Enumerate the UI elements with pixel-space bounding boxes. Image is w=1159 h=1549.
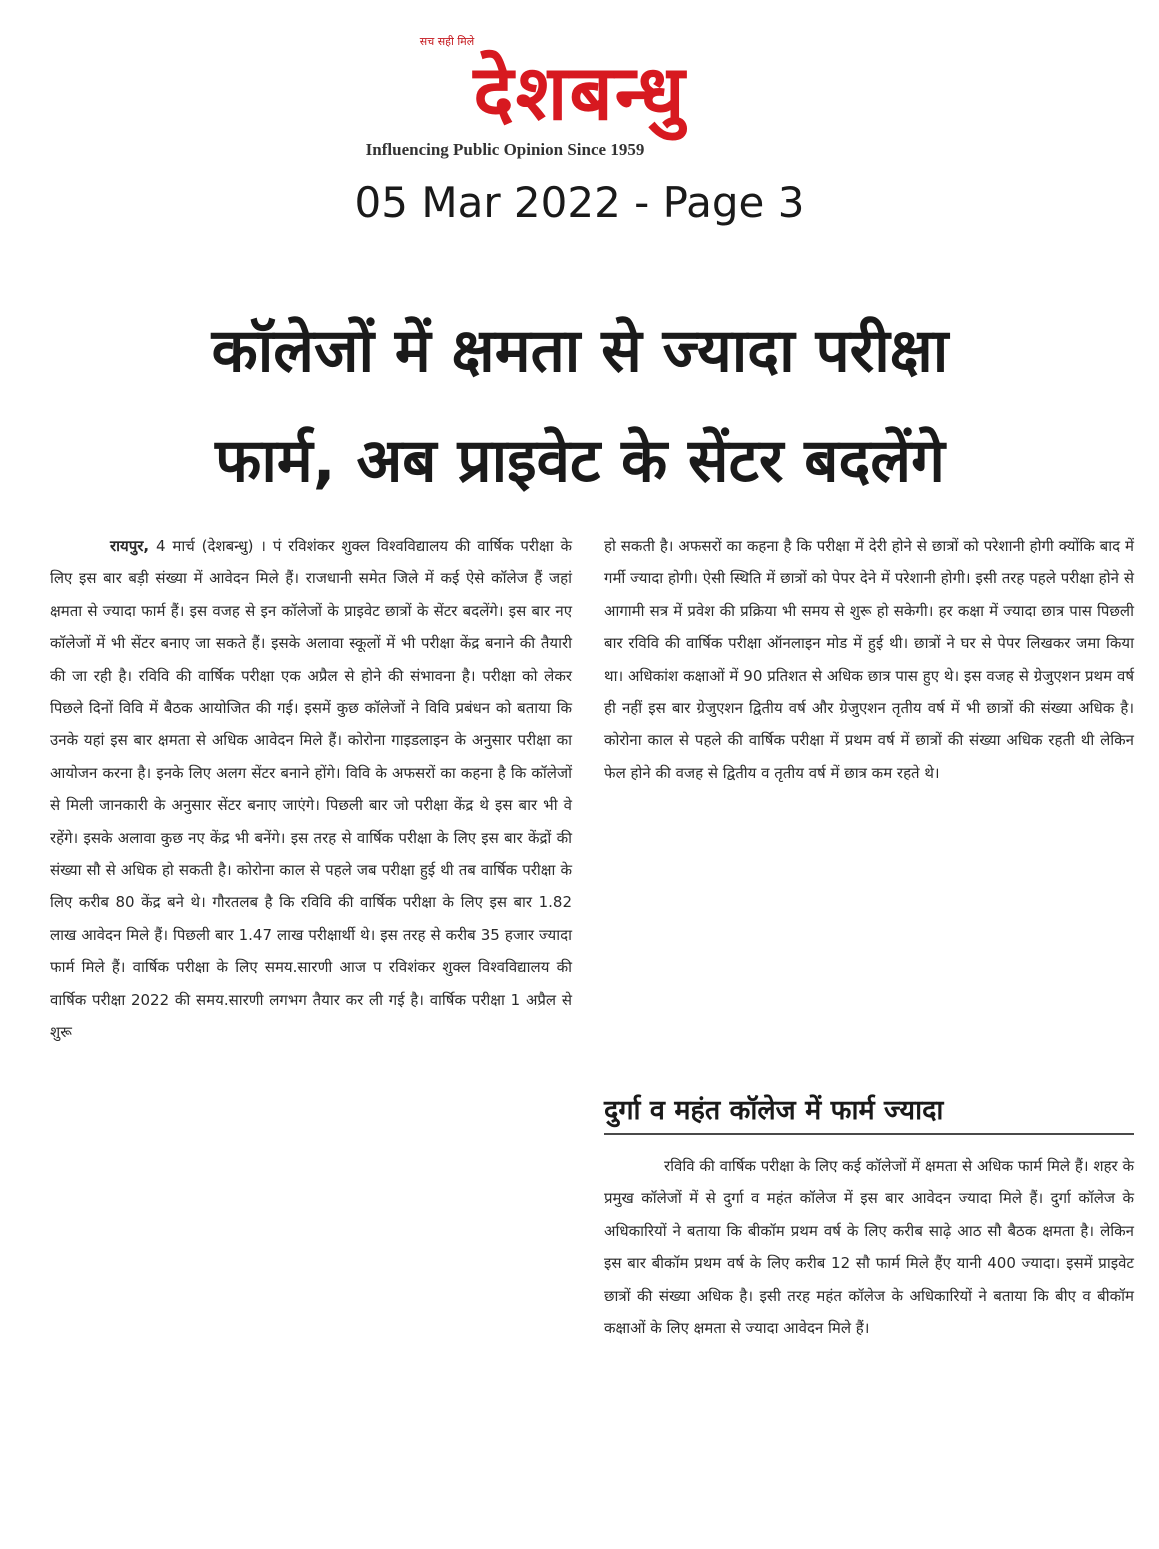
article-column-left [50,530,572,1049]
left-column-text: 4 मार्च (देशबन्धु) । पं रविशंकर शुक्ल विश्वविद्यालय की वार्षिक परीक्षा के लिए इस बार बड़ी संख्या में आवेदन मिले हैं। राजधानी समेत जिले में कई ऐसे कॉलेज हैं जहां क्षमता से ज्यादा फार्म हैं। इस वजह से इन कॉलेजों के प्राइवेट छात्रों के सेंटर बदलेंगे। इस बार नए कॉलेजों में भी सेंटर बनाए जा सकते हैं। इसके अलावा स्कूलों में भी परीक्षा केंद्र बनाने की तैयारी की जा रही है। रविवि की वार्षिक परीक्षा एक अप्रैल से होने की संभावना है। परीक्षा को लेकर पिछले दिनों विवि में बैठक आयोजित की गई। इसमें कुछ कॉलेजों ने विवि प्रबंधन को बताया कि उनके यहां इस बार क्षमता से अधिक आवेदन मिले हैं। कोरोना गाइडलाइन के अनुसार परीक्षा का आयोजन करना है। इनके लिए अलग सेंटर बनाने होंगे। विवि के अफसरों का कहना है कि कॉलेजों से मिली जानकारी के अनुसार सेंटर बनाए जाएंगे। पिछली बार जो परीक्षा केंद्र थे इस बार भी वे रहेंगे। इसके अलावा कुछ नए केंद्र भी बनेंगे। इस तरह से वार्षिक परीक्षा के लिए इस बार केंद्रों की संख्या सौ से अधिक हो सकती है। कोरोना काल से पहले जब परीक्षा हुई थी तब वार्षिक परीक्षा के लिए करीब 80 केंद्र बने थे। गौरतलब है कि रविवि की वार्षिक परीक्षा के लिए इस बार 1.82 लाख आवेदन मिले हैं। पिछली बार 1.47 लाख परीक्षार्थी थे। इस तरह से करीब 35 हजार ज्यादा फार्म मिले हैं। वार्षिक परीक्षा के लिए समय.सारणी आज प रविशंकर शुक्ल विश्वविद्यालय की वार्षिक परीक्षा 2022 की समय.सारणी लगभग तैयार कर ली गई है। वार्षिक परीक्षा 1 अप्रैल से शुरू [50,537,572,1042]
dateline: रायपुर, [110,537,150,555]
masthead-small-tag: सच सही मिले [419,35,475,48]
headline-line-2: फार्म, अब प्राइवेट के सेंटर बदलेंगे [215,426,945,496]
masthead [0,0,1159,250]
headline-line-1: कॉलेजों में क्षमता से ज्यादा परीक्षा [211,316,949,386]
article-headline [30,296,1130,516]
logo-text: देशबन्धु [473,48,687,137]
right-column-text: हो सकती है। अफसरों का कहना है कि परीक्षा में देरी होने से छात्रों को परेशानी होगी क्योंकि बाद में गर्मी ज्यादा होगी। ऐसी स्थिति में छात्रों को पेपर देने में परेशानी होगी। इसी तरह पहले परीक्षा होने से आगामी सत्र में प्रवेश की प्रक्रिया भी समय से शुरू हो सकेगी। हर कक्षा में ज्यादा छात्र पास पिछली बार रविवि की वार्षिक परीक्षा ऑनलाइन मोड में हुई थी। छात्रों ने घर से पेपर लिखकर जमा किया था। अधिकांश कक्षाओं में 90 प्रतिशत से अधिक छात्र पास हुए थे। इस वजह से ग्रेजुएशन प्रथम वर्ष ही नहीं इस बार ग्रेजुएशन द्वितीय वर्ष और ग्रेजुएशन तृतीय वर्ष में भी छात्रों की संख्या अधिक है। कोरोना काल से पहले की वार्षिक परीक्षा में प्रथम वर्ष में छात्रों की संख्या अधिक रहती थी लेकिन फेल होने की वजह से द्वितीय व तृतीय वर्ष में छात्र कम रहते थे। [604,537,1134,782]
article-column-right-lower [604,1150,1134,1344]
newspaper-logo [270,44,890,142]
date-page-label: 05 Mar 2022 - Page 3 [354,178,805,227]
article-column-right [604,530,1134,789]
masthead-subtitle: Influencing Public Opinion Since 1959 [365,140,645,159]
article-subheading: दुर्गा व महंत कॉलेज में फार्म ज्यादा [604,1090,1134,1135]
right-column-lower-text: रविवि की वार्षिक परीक्षा के लिए कई कॉलेजों में क्षमता से अधिक फार्म मिले हैं। शहर के प्रमुख कॉलेजों में से दुर्गा व महंत कॉलेज में इस बार आवेदन ज्यादा मिले हैं। दुर्गा कॉलेज के अधिकारियों ने बताया कि बीकॉम प्रथम वर्ष के लिए करीब साढ़े आठ सौ बैठक क्षमता है। लेकिन इस बार बीकॉम प्रथम वर्ष के लिए करीब 12 सौ फार्म मिले हैंए यानी 400 ज्यादा। इसमें प्राइवेट छात्रों की संख्या अधिक है। इसी तरह महंत कॉलेज के अधिकारियों ने बताया कि बीए व बीकॉम कक्षाओं के लिए क्षमता से ज्यादा आवेदन मिले हैं। [604,1157,1134,1338]
